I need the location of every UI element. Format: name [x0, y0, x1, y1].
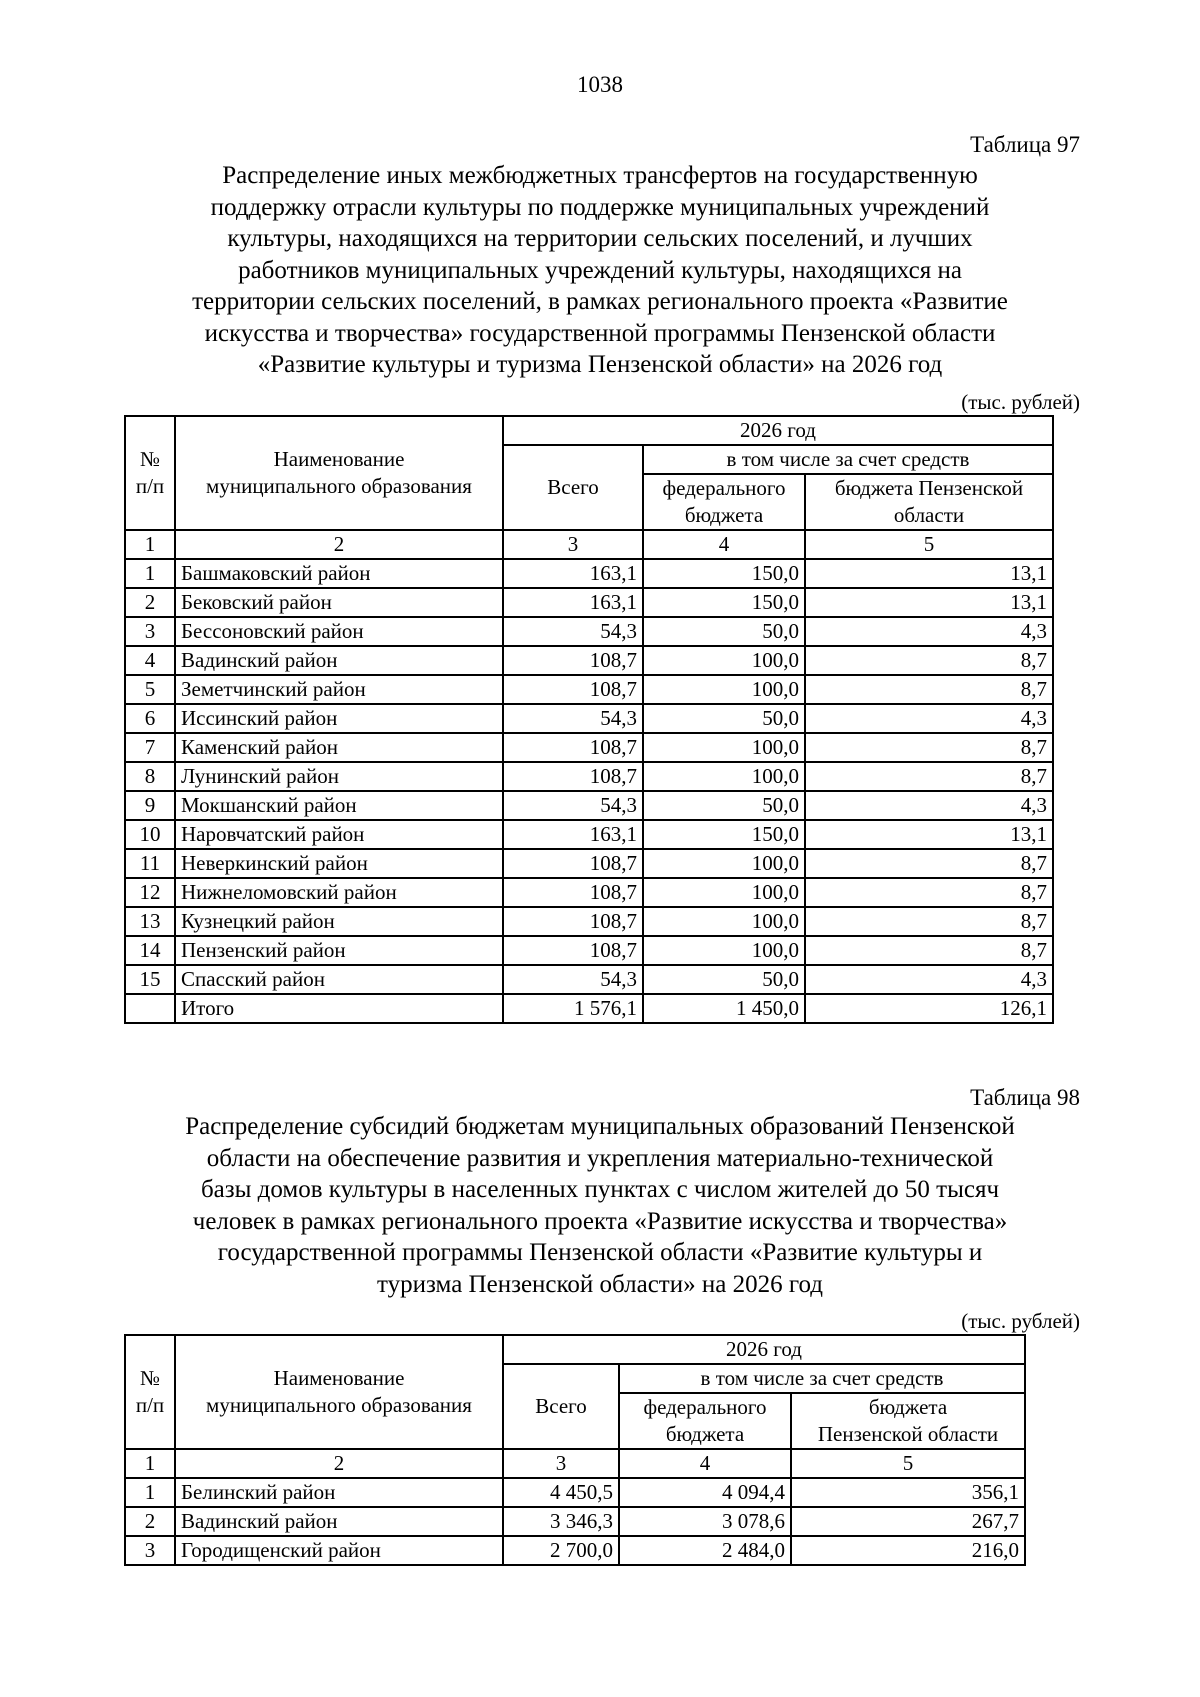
header-year: 2026 год — [503, 1335, 1025, 1364]
regional-value: 13,1 — [805, 559, 1053, 588]
table-98-header — [125, 1335, 1025, 1478]
table-row — [125, 559, 1053, 588]
num-label: № — [139, 447, 161, 471]
total-value: 163,1 — [503, 559, 643, 588]
row-number: 4 — [125, 646, 175, 675]
num-label: № — [139, 1366, 161, 1390]
title-line: туризма Пензенской области» на 2026 год — [377, 1270, 823, 1298]
total-value: 108,7 — [503, 907, 643, 936]
fed-label-2: бюджета — [684, 503, 764, 527]
title-line: территории сельских поселений, в рамках регионального проекта «Развитие — [192, 288, 1008, 315]
row-number: 2 — [125, 1507, 175, 1536]
pp-label: п/п — [135, 1393, 165, 1417]
row-number: 12 — [125, 878, 175, 907]
reg-label-1: бюджета — [868, 1395, 948, 1419]
name-label-2: муниципального образования — [206, 474, 472, 498]
title-line: искусства и творчества» государственной программы Пензенской области — [204, 319, 996, 347]
regional-value: 4,3 — [805, 791, 1053, 820]
municipality-name: Пензенский район — [175, 936, 503, 965]
total-value: 163,1 — [503, 588, 643, 617]
federal-value: 100,0 — [643, 762, 805, 791]
municipality-name: Лунинский район — [175, 762, 503, 791]
fed-label-1: федерального — [662, 476, 786, 500]
municipality-name: Бековский район — [175, 588, 503, 617]
federal-value: 100,0 — [643, 675, 805, 704]
total-value: 108,7 — [503, 675, 643, 704]
header-incl: в том числе за счет средств — [619, 1364, 1025, 1393]
regional-value: 126,1 — [805, 994, 1053, 1023]
header-name — [175, 416, 503, 530]
table-row — [125, 965, 1053, 994]
federal-value: 100,0 — [643, 849, 805, 878]
regional-value: 8,7 — [805, 675, 1053, 704]
table-row — [125, 907, 1053, 936]
municipality-name: Земетчинский район — [175, 675, 503, 704]
total-value: 108,7 — [503, 936, 643, 965]
regional-value: 267,7 — [791, 1507, 1025, 1536]
federal-value: 50,0 — [643, 965, 805, 994]
municipality-name: Городищенский район — [175, 1536, 503, 1565]
col-num: 4 — [643, 530, 805, 559]
header-reg — [805, 474, 1053, 530]
total-value: 54,3 — [503, 704, 643, 733]
title-line: базы домов культуры в населенных пунктах с числом жителей до 50 тысяч — [200, 1176, 1000, 1203]
municipality-name: Бессоновский район — [175, 617, 503, 646]
row-number: 1 — [125, 1478, 175, 1507]
regional-value: 13,1 — [805, 588, 1053, 617]
municipality-name: Иссинский район — [175, 704, 503, 733]
total-value: 54,3 — [503, 791, 643, 820]
total-value: 1 576,1 — [503, 994, 643, 1023]
table-97-header — [125, 416, 1053, 559]
row-number: 14 — [125, 936, 175, 965]
federal-value: 150,0 — [643, 559, 805, 588]
column-numbers-row — [125, 530, 1053, 559]
table-98-title — [100, 1111, 1100, 1300]
reg-label-2: области — [893, 503, 965, 527]
header-fed — [619, 1393, 791, 1449]
table-row — [125, 994, 1053, 1023]
table-97 — [124, 415, 1054, 1024]
table-row — [125, 733, 1053, 762]
table-98-units: (тыс. рублей) — [961, 1309, 1080, 1333]
row-number: 15 — [125, 965, 175, 994]
table-row — [125, 1478, 1025, 1507]
federal-value: 2 484,0 — [619, 1536, 791, 1565]
municipality-name: Нижнеломовский район — [175, 878, 503, 907]
header-fed — [643, 474, 805, 530]
table-row — [125, 1536, 1025, 1565]
col-num: 3 — [503, 1449, 619, 1478]
col-num: 1 — [125, 1449, 175, 1478]
table-row — [125, 646, 1053, 675]
municipality-name: Башмаковский район — [175, 559, 503, 588]
regional-value: 356,1 — [791, 1478, 1025, 1507]
municipality-name: Итого — [175, 994, 503, 1023]
municipality-name: Вадинский район — [175, 1507, 503, 1536]
row-number: 5 — [125, 675, 175, 704]
municipality-name: Мокшанский район — [175, 791, 503, 820]
regional-value: 13,1 — [805, 820, 1053, 849]
fed-label-1: федерального — [643, 1395, 767, 1419]
regional-value: 8,7 — [805, 907, 1053, 936]
reg-label-1: бюджета Пензенской — [834, 476, 1024, 500]
table-row — [125, 704, 1053, 733]
total-value: 4 450,5 — [503, 1478, 619, 1507]
table-row — [125, 791, 1053, 820]
header-reg — [791, 1393, 1025, 1449]
total-value: 54,3 — [503, 965, 643, 994]
municipality-name: Спасский район — [175, 965, 503, 994]
federal-value: 150,0 — [643, 820, 805, 849]
municipality-name: Неверкинский район — [175, 849, 503, 878]
table-row — [125, 675, 1053, 704]
regional-value: 216,0 — [791, 1536, 1025, 1565]
regional-value: 4,3 — [805, 704, 1053, 733]
header-num — [125, 1335, 175, 1449]
title-line: Распределение субсидий бюджетам муниципальных образований Пензенской — [185, 1113, 1015, 1140]
header-name — [175, 1335, 503, 1449]
federal-value: 1 450,0 — [643, 994, 805, 1023]
municipality-name: Кузнецкий район — [175, 907, 503, 936]
title-line: области на обеспечение развития и укрепления материально-технической — [206, 1144, 994, 1172]
municipality-name: Белинский район — [175, 1478, 503, 1507]
row-number: 7 — [125, 733, 175, 762]
title-line: поддержку отрасли культуры по поддержке муниципальных учреждений — [210, 193, 990, 221]
row-number: 1 — [125, 559, 175, 588]
title-line: Распределение иных межбюджетных трансфертов на государственную — [222, 162, 978, 189]
header-total: Всего — [503, 1364, 619, 1449]
row-number: 2 — [125, 588, 175, 617]
total-value: 163,1 — [503, 820, 643, 849]
table-row — [125, 1507, 1025, 1536]
table-row — [125, 762, 1053, 791]
municipality-name: Каменский район — [175, 733, 503, 762]
title-line: работников муниципальных учреждений культуры, находящихся на — [238, 256, 962, 284]
municipality-name: Вадинский район — [175, 646, 503, 675]
total-value: 2 700,0 — [503, 1536, 619, 1565]
col-num: 4 — [619, 1449, 791, 1478]
header-num — [125, 416, 175, 530]
total-value: 108,7 — [503, 878, 643, 907]
regional-value: 4,3 — [805, 617, 1053, 646]
row-number: 13 — [125, 907, 175, 936]
title-line: человек в рамках регионального проекта «Развитие искусства и творчества» — [192, 1207, 1008, 1235]
row-number: 3 — [125, 617, 175, 646]
federal-value: 100,0 — [643, 733, 805, 762]
total-value: 108,7 — [503, 762, 643, 791]
fed-label-2: бюджета — [665, 1422, 745, 1446]
row-number: 11 — [125, 849, 175, 878]
regional-value: 8,7 — [805, 936, 1053, 965]
federal-value: 50,0 — [643, 791, 805, 820]
regional-value: 8,7 — [805, 849, 1053, 878]
total-value: 108,7 — [503, 849, 643, 878]
table-row — [125, 849, 1053, 878]
table-row — [125, 617, 1053, 646]
col-num: 1 — [125, 530, 175, 559]
table-row — [125, 936, 1053, 965]
col-num: 5 — [805, 530, 1053, 559]
federal-value: 3 078,6 — [619, 1507, 791, 1536]
name-label-1: Наименование — [273, 447, 405, 471]
col-num: 2 — [175, 1449, 503, 1478]
title-line: культуры, находящихся на территории сельских поселений, и лучших — [227, 225, 973, 252]
table-97-title — [100, 160, 1100, 381]
column-numbers-row — [125, 1449, 1025, 1478]
total-value: 108,7 — [503, 646, 643, 675]
federal-value: 100,0 — [643, 646, 805, 675]
pp-label: п/п — [135, 474, 165, 498]
row-number — [125, 994, 175, 1023]
row-number: 6 — [125, 704, 175, 733]
total-value: 3 346,3 — [503, 1507, 619, 1536]
table-97-label: Таблица 97 — [970, 132, 1080, 157]
total-value: 54,3 — [503, 617, 643, 646]
row-number: 8 — [125, 762, 175, 791]
row-number: 9 — [125, 791, 175, 820]
table-row — [125, 820, 1053, 849]
row-number: 10 — [125, 820, 175, 849]
federal-value: 50,0 — [643, 617, 805, 646]
table-97-units: (тыс. рублей) — [961, 390, 1080, 414]
reg-label-2: Пензенской области — [817, 1422, 999, 1446]
federal-value: 100,0 — [643, 936, 805, 965]
table-row — [125, 878, 1053, 907]
municipality-name: Наровчатский район — [175, 820, 503, 849]
regional-value: 4,3 — [805, 965, 1053, 994]
col-num: 2 — [175, 530, 503, 559]
federal-value: 4 094,4 — [619, 1478, 791, 1507]
table-97-body — [125, 559, 1053, 1023]
title-line: государственной программы Пензенской области «Развитие культуры и — [217, 1239, 983, 1266]
col-num: 5 — [791, 1449, 1025, 1478]
title-line: «Развитие культуры и туризма Пензенской области» на 2026 год — [257, 351, 943, 378]
header-incl: в том числе за счет средств — [643, 445, 1053, 474]
table-98 — [124, 1334, 1026, 1566]
name-label-2: муниципального образования — [206, 1393, 472, 1417]
regional-value: 8,7 — [805, 733, 1053, 762]
col-num: 3 — [503, 530, 643, 559]
row-number: 3 — [125, 1536, 175, 1565]
federal-value: 50,0 — [643, 704, 805, 733]
table-98-body — [125, 1478, 1025, 1565]
table-98-label: Таблица 98 — [970, 1085, 1080, 1110]
table-row — [125, 588, 1053, 617]
federal-value: 100,0 — [643, 878, 805, 907]
regional-value: 8,7 — [805, 762, 1053, 791]
header-total: Всего — [503, 445, 643, 530]
total-value: 108,7 — [503, 733, 643, 762]
header-year: 2026 год — [503, 416, 1053, 445]
regional-value: 8,7 — [805, 646, 1053, 675]
federal-value: 150,0 — [643, 588, 805, 617]
page-number: 1038 — [577, 72, 623, 97]
federal-value: 100,0 — [643, 907, 805, 936]
name-label-1: Наименование — [273, 1366, 405, 1390]
regional-value: 8,7 — [805, 878, 1053, 907]
